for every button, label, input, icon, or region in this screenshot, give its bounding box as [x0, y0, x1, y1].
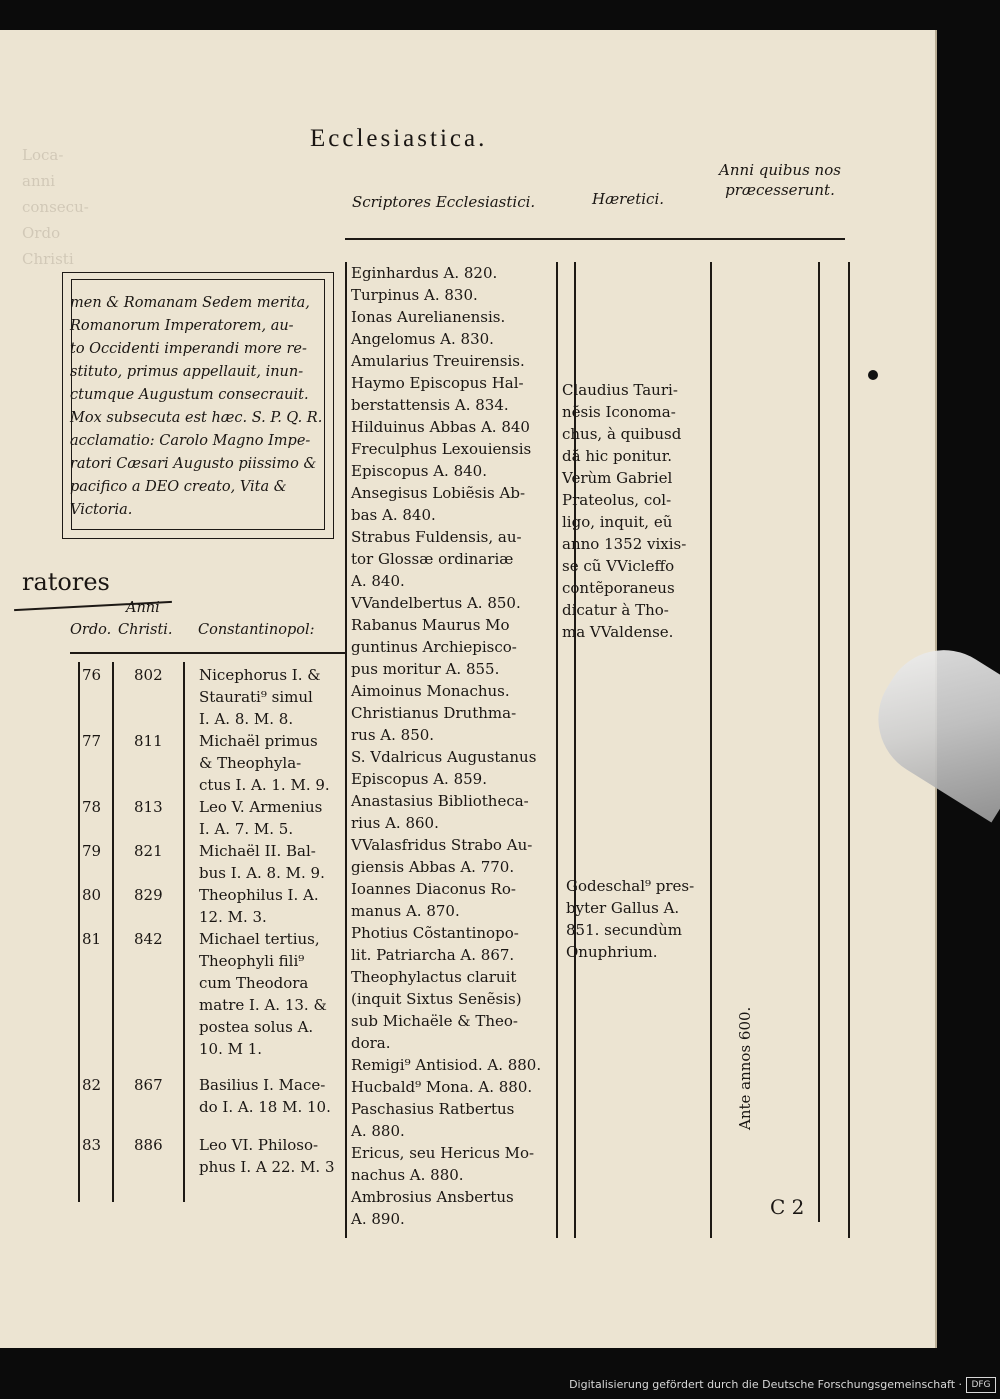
scriptores-line: Ericus, seu Hericus Mo- — [351, 1144, 535, 1162]
row-nomen — [199, 664, 359, 730]
table-rule — [78, 662, 80, 1202]
haeretici-entry-claudius — [562, 379, 707, 643]
scriptores-line: Ansegisus Lobiẽsis Ab- — [351, 484, 526, 502]
anni-vertical-note: Ante annos 600. — [736, 1006, 754, 1130]
box-line: stituto, primus appellauit, inun- — [70, 364, 304, 380]
scriptores-line: Anastasius Bibliotheca- — [351, 792, 529, 810]
scriptores-line: (inquit Sixtus Senẽsis) — [351, 990, 522, 1008]
ink-speck — [868, 370, 878, 380]
box-line: acclamatio: Carolo Magno Impe- — [70, 433, 311, 449]
scriptores-line: Photius Cõstantinopo- — [351, 924, 519, 942]
row-nomen — [199, 1134, 359, 1178]
nomen-line: I. A. 8. M. 8. — [199, 710, 294, 728]
scriptores-line: A. 890. — [351, 1210, 405, 1228]
nomen-line: do I. A. 18 M. 10. — [199, 1098, 331, 1116]
row-annus: 867 — [134, 1076, 163, 1094]
header-haeretici: Hæretici. — [592, 190, 665, 208]
scriptores-line: Ionas Aurelianensis. — [351, 308, 506, 326]
haeretici-line: Onuphrium. — [566, 943, 658, 961]
haeretici-line: anno 1352 vixis- — [562, 535, 687, 553]
row-ordo: 78 — [82, 798, 102, 816]
scriptores-line: Aimoinus Monachus. — [351, 682, 510, 700]
row-annus: 886 — [134, 1136, 163, 1154]
box-line: to Occidenti imperandi more re- — [70, 341, 307, 357]
nomen-line: Leo VI. Philoso- — [199, 1136, 319, 1154]
nomen-line: postea solus A. — [199, 1018, 314, 1036]
scriptores-line: sub Michaële & Theo- — [351, 1012, 518, 1030]
scriptores-line: Haymo Episcopus Hal- — [351, 374, 524, 392]
nomen-line: bus I. A. 8. M. 9. — [199, 864, 325, 882]
bleed-line: Ordo — [22, 224, 61, 242]
nomen-line: Michael tertius, — [199, 930, 320, 948]
col-christi: Christi. — [118, 622, 173, 638]
scriptores-line: Eginhardus A. 820. — [351, 264, 498, 282]
scriptores-line: nachus A. 880. — [351, 1166, 464, 1184]
row-ordo: 77 — [82, 732, 102, 750]
scriptores-line: bas A. 840. — [351, 506, 436, 524]
haeretici-line: byter Gallus A. — [566, 899, 680, 917]
scriptores-line: Hucbald⁹ Mona. A. 880. — [351, 1078, 533, 1096]
nomen-line: phus I. A 22. M. 3 — [199, 1158, 335, 1176]
box-text — [70, 292, 330, 522]
column-rule — [556, 262, 558, 1238]
page-title: Ecclesiastica. — [310, 125, 488, 152]
scriptores-line: guntinus Archiepisco- — [351, 638, 517, 656]
row-ordo: 82 — [82, 1076, 102, 1094]
row-ordo: 79 — [82, 842, 102, 860]
column-rule — [818, 262, 820, 1222]
row-annus: 802 — [134, 666, 163, 684]
row-ordo: 76 — [82, 666, 102, 684]
nomen-line: & Theophyla- — [199, 754, 302, 772]
haeretici-line: dã hic ponitur. — [562, 447, 673, 465]
footer-credit: Digitalisierung gefördert durch die Deutsche Forschungsgemeinschaft · — [569, 1378, 962, 1391]
row-nomen — [199, 796, 359, 840]
row-nomen — [199, 1074, 359, 1118]
haeretici-line: Prateolus, col- — [562, 491, 672, 509]
haeretici-line: Godeschal⁹ pres- — [566, 877, 695, 895]
row-annus: 813 — [134, 798, 163, 816]
nomen-line: Michaël II. Bal- — [199, 842, 316, 860]
scriptores-line: rius A. 860. — [351, 814, 439, 832]
nomen-line: cum Theodora — [199, 974, 309, 992]
col-anni: Anni — [126, 600, 160, 616]
nomen-line: 10. M 1. — [199, 1040, 263, 1058]
nomen-line: Leo V. Armenius — [199, 798, 323, 816]
header-rule — [345, 238, 845, 240]
bleed-through-text — [22, 142, 182, 268]
bleed-line: anni — [22, 172, 56, 190]
nomen-line: Nicephorus I. & — [199, 666, 321, 684]
scriptores-line: tor Glossæ ordinariæ — [351, 550, 514, 568]
scriptores-line: Turpinus A. 830. — [351, 286, 478, 304]
row-nomen — [199, 840, 359, 884]
scriptores-line: Ioannes Diaconus Ro- — [351, 880, 516, 898]
haeretici-line: ma VValdense. — [562, 623, 674, 641]
haeretici-line: nẽsis Iconoma- — [562, 403, 676, 421]
scriptores-line: S. Vdalricus Augustanus — [351, 748, 537, 766]
scriptores-line: Freculphus Lexouiensis — [351, 440, 532, 458]
box-line: men & Romanam Sedem merita, — [70, 295, 310, 311]
scriptores-line: lit. Patriarcha A. 867. — [351, 946, 515, 964]
signature-mark: C 2 — [770, 1195, 805, 1219]
scriptores-line: Remigi⁹ Antisiod. A. 880. — [351, 1056, 542, 1074]
bleed-line: Loca- — [22, 146, 64, 164]
box-line: ratori Cæsari Augusto piissimo & — [70, 456, 317, 472]
haeretici-entry-godeschalcus — [566, 875, 711, 963]
col-ordo: Ordo. — [70, 622, 112, 638]
dfg-logo-icon: DFG — [966, 1377, 996, 1393]
scriptores-line: Episcopus A. 859. — [351, 770, 487, 788]
row-ordo: 83 — [82, 1136, 102, 1154]
scriptores-line: Hilduinus Abbas A. 840 — [351, 418, 530, 436]
haeretici-line: 851. secundùm — [566, 921, 682, 939]
nomen-line: Theophyli fili⁹ — [199, 952, 305, 970]
row-ordo: 81 — [82, 930, 102, 948]
column-rule — [710, 262, 712, 1238]
row-nomen — [199, 884, 359, 928]
scriptores-line: A. 880. — [351, 1122, 405, 1140]
nomen-line: ctus I. A. 1. M. 9. — [199, 776, 330, 794]
column-rule — [848, 262, 850, 1238]
scriptores-line: berstattensis A. 834. — [351, 396, 509, 414]
scriptores-line: Paschasius Ratbertus — [351, 1100, 515, 1118]
nomen-line: I. A. 7. M. 5. — [199, 820, 294, 838]
scriptores-line: Christianus Druthma- — [351, 704, 517, 722]
nomen-line: Staurati⁹ simul — [199, 688, 313, 706]
box-line: ctumque Augustum consecrauit. — [70, 387, 309, 403]
row-ordo: 80 — [82, 886, 102, 904]
scriptores-line: Angelomus A. 830. — [351, 330, 494, 348]
table-top-rule — [70, 652, 346, 654]
scriptores-line: Amularius Treuirensis. — [351, 352, 525, 370]
scriptores-line: Ambrosius Ansbertus — [351, 1188, 514, 1206]
row-annus: 842 — [134, 930, 163, 948]
scriptores-line: pus moritur A. 855. — [351, 660, 500, 678]
nomen-line: Michaël primus — [199, 732, 318, 750]
haeretici-line: ligo, inquit, eũ — [562, 513, 673, 531]
row-nomen — [199, 928, 359, 1060]
scriptores-line: Theophylactus claruit — [351, 968, 517, 986]
header-anni-line: præcesserunt. — [725, 181, 835, 199]
scriptores-line: rus A. 850. — [351, 726, 435, 744]
box-line: Victoria. — [70, 502, 133, 518]
row-annus: 821 — [134, 842, 163, 860]
nomen-line: Theophilus I. A. — [199, 886, 319, 904]
haeretici-line: Verùm Gabriel — [562, 469, 673, 487]
haeretici-line: chus, à quibusd — [562, 425, 682, 443]
imperatores-heading: ratores — [22, 568, 110, 596]
haeretici-line: dicatur à Tho- — [562, 601, 669, 619]
header-anni — [700, 160, 860, 200]
box-line: pacifico a DEO creato, Vita & — [70, 479, 287, 495]
scriptores-line: VVandelbertus A. 850. — [351, 594, 521, 612]
scriptores-line: Strabus Fuldensis, au- — [351, 528, 522, 546]
row-nomen — [199, 730, 359, 796]
haeretici-line: se cũ VVicleffo — [562, 557, 675, 575]
scriptores-line: dora. — [351, 1034, 391, 1052]
scriptores-line: giensis Abbas A. 770. — [351, 858, 515, 876]
scriptores-line: Episcopus A. 840. — [351, 462, 487, 480]
bleed-line: Christi — [22, 250, 74, 268]
nomen-line: Basilius I. Mace- — [199, 1076, 326, 1094]
header-scriptores: Scriptores Ecclesiastici. — [352, 193, 536, 211]
scriptores-column — [351, 262, 556, 1230]
scriptores-line: manus A. 870. — [351, 902, 460, 920]
scriptores-line: Rabanus Maurus Mo — [351, 616, 510, 634]
col-constantinopol: Constantinopol: — [198, 622, 315, 638]
book-page — [0, 30, 937, 1348]
scriptores-line: VValasfridus Strabo Au- — [351, 836, 533, 854]
header-anni-line: Anni quibus nos — [719, 161, 841, 179]
box-line: Romanorum Imperatorem, au- — [70, 318, 294, 334]
box-line: Mox subsecuta est hæc. S. P. Q. R. — [70, 410, 323, 426]
haeretici-line: contẽporaneus — [562, 579, 675, 597]
haeretici-line: Claudius Tauri- — [562, 381, 678, 399]
bleed-line: consecu- — [22, 198, 89, 216]
row-annus: 811 — [134, 732, 163, 750]
row-annus: 829 — [134, 886, 163, 904]
scriptores-line: A. 840. — [351, 572, 405, 590]
nomen-line: matre I. A. 13. & — [199, 996, 327, 1014]
nomen-line: 12. M. 3. — [199, 908, 267, 926]
